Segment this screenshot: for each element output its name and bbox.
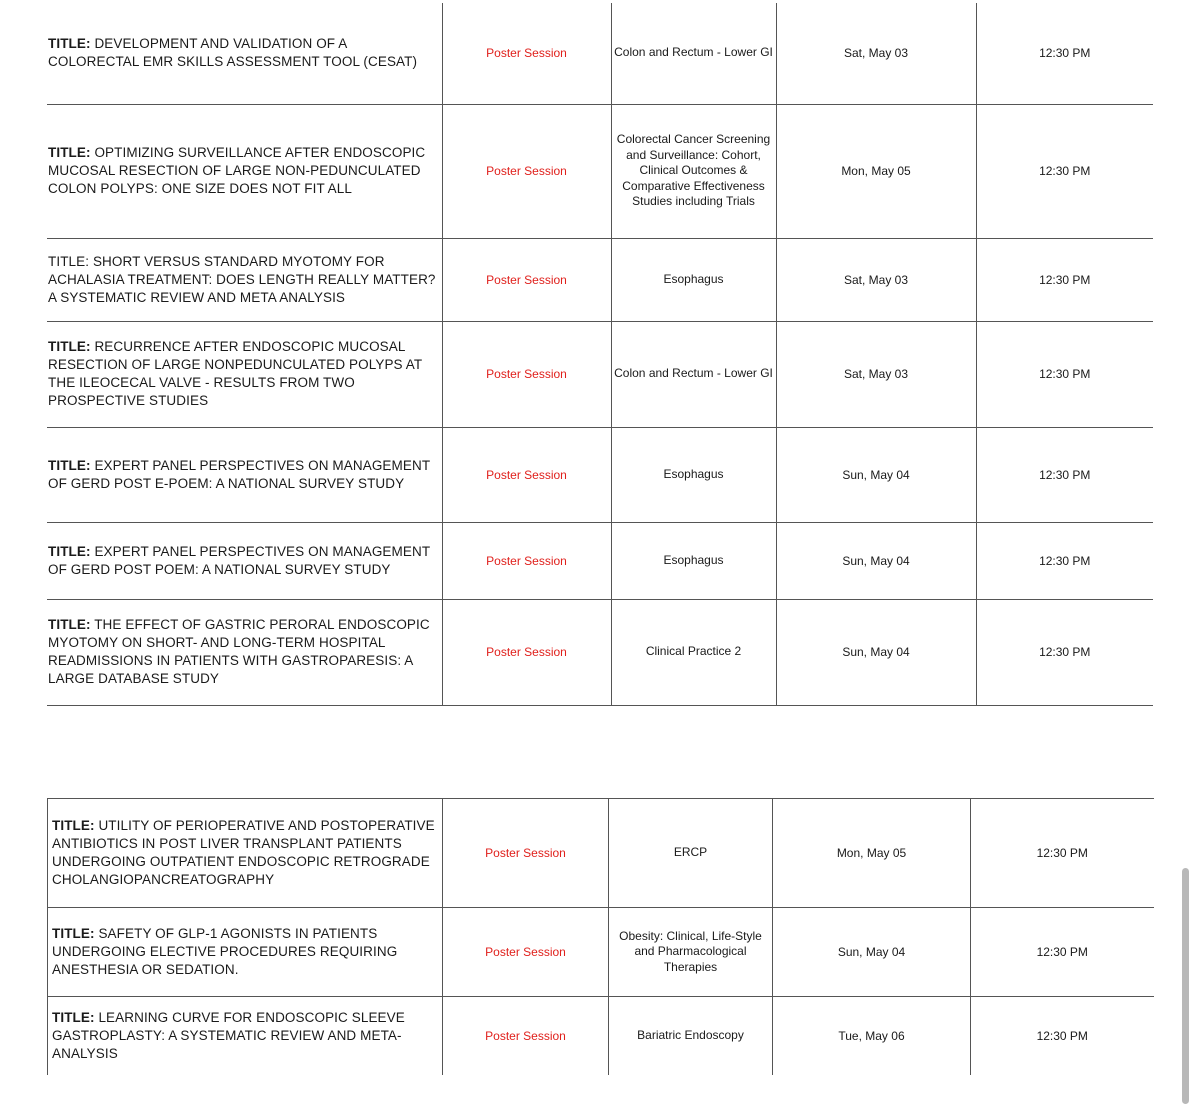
session-date: Sun, May 04 [776,522,976,599]
session-time: 12:30 PM [976,522,1153,599]
abstract-title: LEARNING CURVE FOR ENDOSCOPIC SLEEVE GASTROPLASTY: A SYSTEMATIC REVIEW AND META-ANALYSIS [52,1009,405,1061]
session-time: 12:30 PM [971,997,1154,1075]
track-name: Clinical Practice 2 [611,599,776,705]
title-label: TITLE: [48,457,91,473]
session-time: 12:30 PM [976,238,1153,321]
abstract-title: UTILITY OF PERIOPERATIVE AND POSTOPERATIVE ANTIBIOTICS IN POST LIVER TRANSPLANT PATIENTS UNDERGOING OUTPATIENT ENDOSCOPIC RETROGRADE CHOLANGIOPANCREATOGRAPHY [52,818,435,887]
title-cell [47,522,442,599]
abstract-title: DEVELOPMENT AND VALIDATION OF A COLORECTAL EMR SKILLS ASSESSMENT TOOL (CESAT) [48,36,418,70]
abstract-title: TITLE: SHORT VERSUS STANDARD MYOTOMY FOR ACHALASIA TREATMENT: DOES LENGTH REALLY MATTER? A SYSTEMATIC REVIEW AND META ANALYSIS [48,253,436,305]
vertical-scrollbar-thumb[interactable] [1182,868,1189,1104]
session-date: Sun, May 04 [776,427,976,522]
title-cell [48,908,443,997]
title-label: TITLE: [52,1009,95,1025]
table-row [47,238,1153,321]
session-time: 12:30 PM [976,321,1153,427]
track-name: ERCP [609,799,773,908]
abstract-title: SAFETY OF GLP-1 AGONISTS IN PATIENTS UNDERGOING ELECTIVE PROCEDURES REQUIRING ANESTHESIA OR SEDATION. [52,926,398,977]
session-time: 12:30 PM [971,799,1154,908]
session-date: Mon, May 05 [776,104,976,238]
track-name: Colon and Rectum - Lower GI [611,3,776,104]
session-type: Poster Session [442,321,611,427]
title-label: TITLE: [48,145,91,160]
title-cell [48,799,443,908]
table-row [48,799,1154,908]
session-type: Poster Session [442,599,611,705]
session-type: Poster Session [442,427,611,522]
title-cell [47,3,442,104]
session-date: Mon, May 05 [773,799,971,908]
session-date: Tue, May 06 [773,997,971,1075]
session-date: Sat, May 03 [776,321,976,427]
track-name: Obesity: Clinical, Life-Style and Pharmacological Therapies [609,908,773,997]
title-label: TITLE: [48,543,91,559]
track-name: Esophagus [611,238,776,321]
track-name: Esophagus [611,427,776,522]
session-date: Sun, May 04 [773,908,971,997]
title-label: TITLE: [48,617,91,632]
abstract-title: OPTIMIZING SURVEILLANCE AFTER ENDOSCOPIC MUCOSAL RESECTION OF LARGE NON-PEDUNCULATED COLON POLYPS: ONE SIZE DOES NOT FIT ALL [48,145,426,196]
session-type: Poster Session [443,799,609,908]
session-date: Sat, May 03 [776,238,976,321]
session-type: Poster Session [442,238,611,321]
title-cell [47,321,442,427]
abstract-title: EXPERT PANEL PERSPECTIVES ON MANAGEMENT OF GERD POST POEM: A NATIONAL SURVEY STUDY [48,543,430,577]
session-date: Sun, May 04 [776,599,976,705]
abstract-title: THE EFFECT OF GASTRIC PERORAL ENDOSCOPIC MYOTOMY ON SHORT- AND LONG-TERM HOSPITAL READMISSIONS IN PATIENTS WITH GASTROPARESIS: A LARGE DATABASE STUDY [48,617,430,686]
abstract-title: EXPERT PANEL PERSPECTIVES ON MANAGEMENT OF GERD POST E-POEM: A NATIONAL SURVEY STUDY [48,457,430,491]
title-cell [47,427,442,522]
abstract-title: RECURRENCE AFTER ENDOSCOPIC MUCOSAL RESECTION OF LARGE NONPEDUNCULATED POLYPS AT THE ILEOCECAL VALVE - RESULTS FROM TWO PROSPECTIVE STUDIES [48,339,422,408]
session-time: 12:30 PM [976,599,1153,705]
session-time: 12:30 PM [976,104,1153,238]
session-date: Sat, May 03 [776,3,976,104]
session-time: 12:30 PM [976,427,1153,522]
schedule-table-lower [47,798,1154,1075]
title-cell [47,104,442,238]
title-label: TITLE: [52,926,95,941]
session-type: Poster Session [442,522,611,599]
title-cell [47,599,442,705]
title-label: TITLE: [48,339,91,354]
session-type: Poster Session [443,997,609,1075]
session-type: Poster Session [442,104,611,238]
table-row [48,997,1154,1075]
table-row [47,427,1153,522]
title-cell [48,997,443,1075]
title-label: TITLE: [52,818,95,833]
title-label: TITLE: [48,36,91,52]
session-type: Poster Session [443,908,609,997]
schedule-table-upper [47,3,1153,706]
table-row [47,522,1153,599]
table-row [47,3,1153,104]
track-name: Colorectal Cancer Screening and Surveillance: Cohort, Clinical Outcomes & Comparative Effectiveness Studies including Trials [611,104,776,238]
track-name: Bariatric Endoscopy [609,997,773,1075]
table-row [48,908,1154,997]
session-time: 12:30 PM [976,3,1153,104]
table-row [47,599,1153,705]
session-time: 12:30 PM [971,908,1154,997]
table-row [47,321,1153,427]
track-name: Colon and Rectum - Lower GI [611,321,776,427]
track-name: Esophagus [611,522,776,599]
table-row [47,104,1153,238]
session-type: Poster Session [442,3,611,104]
title-cell [47,238,442,321]
